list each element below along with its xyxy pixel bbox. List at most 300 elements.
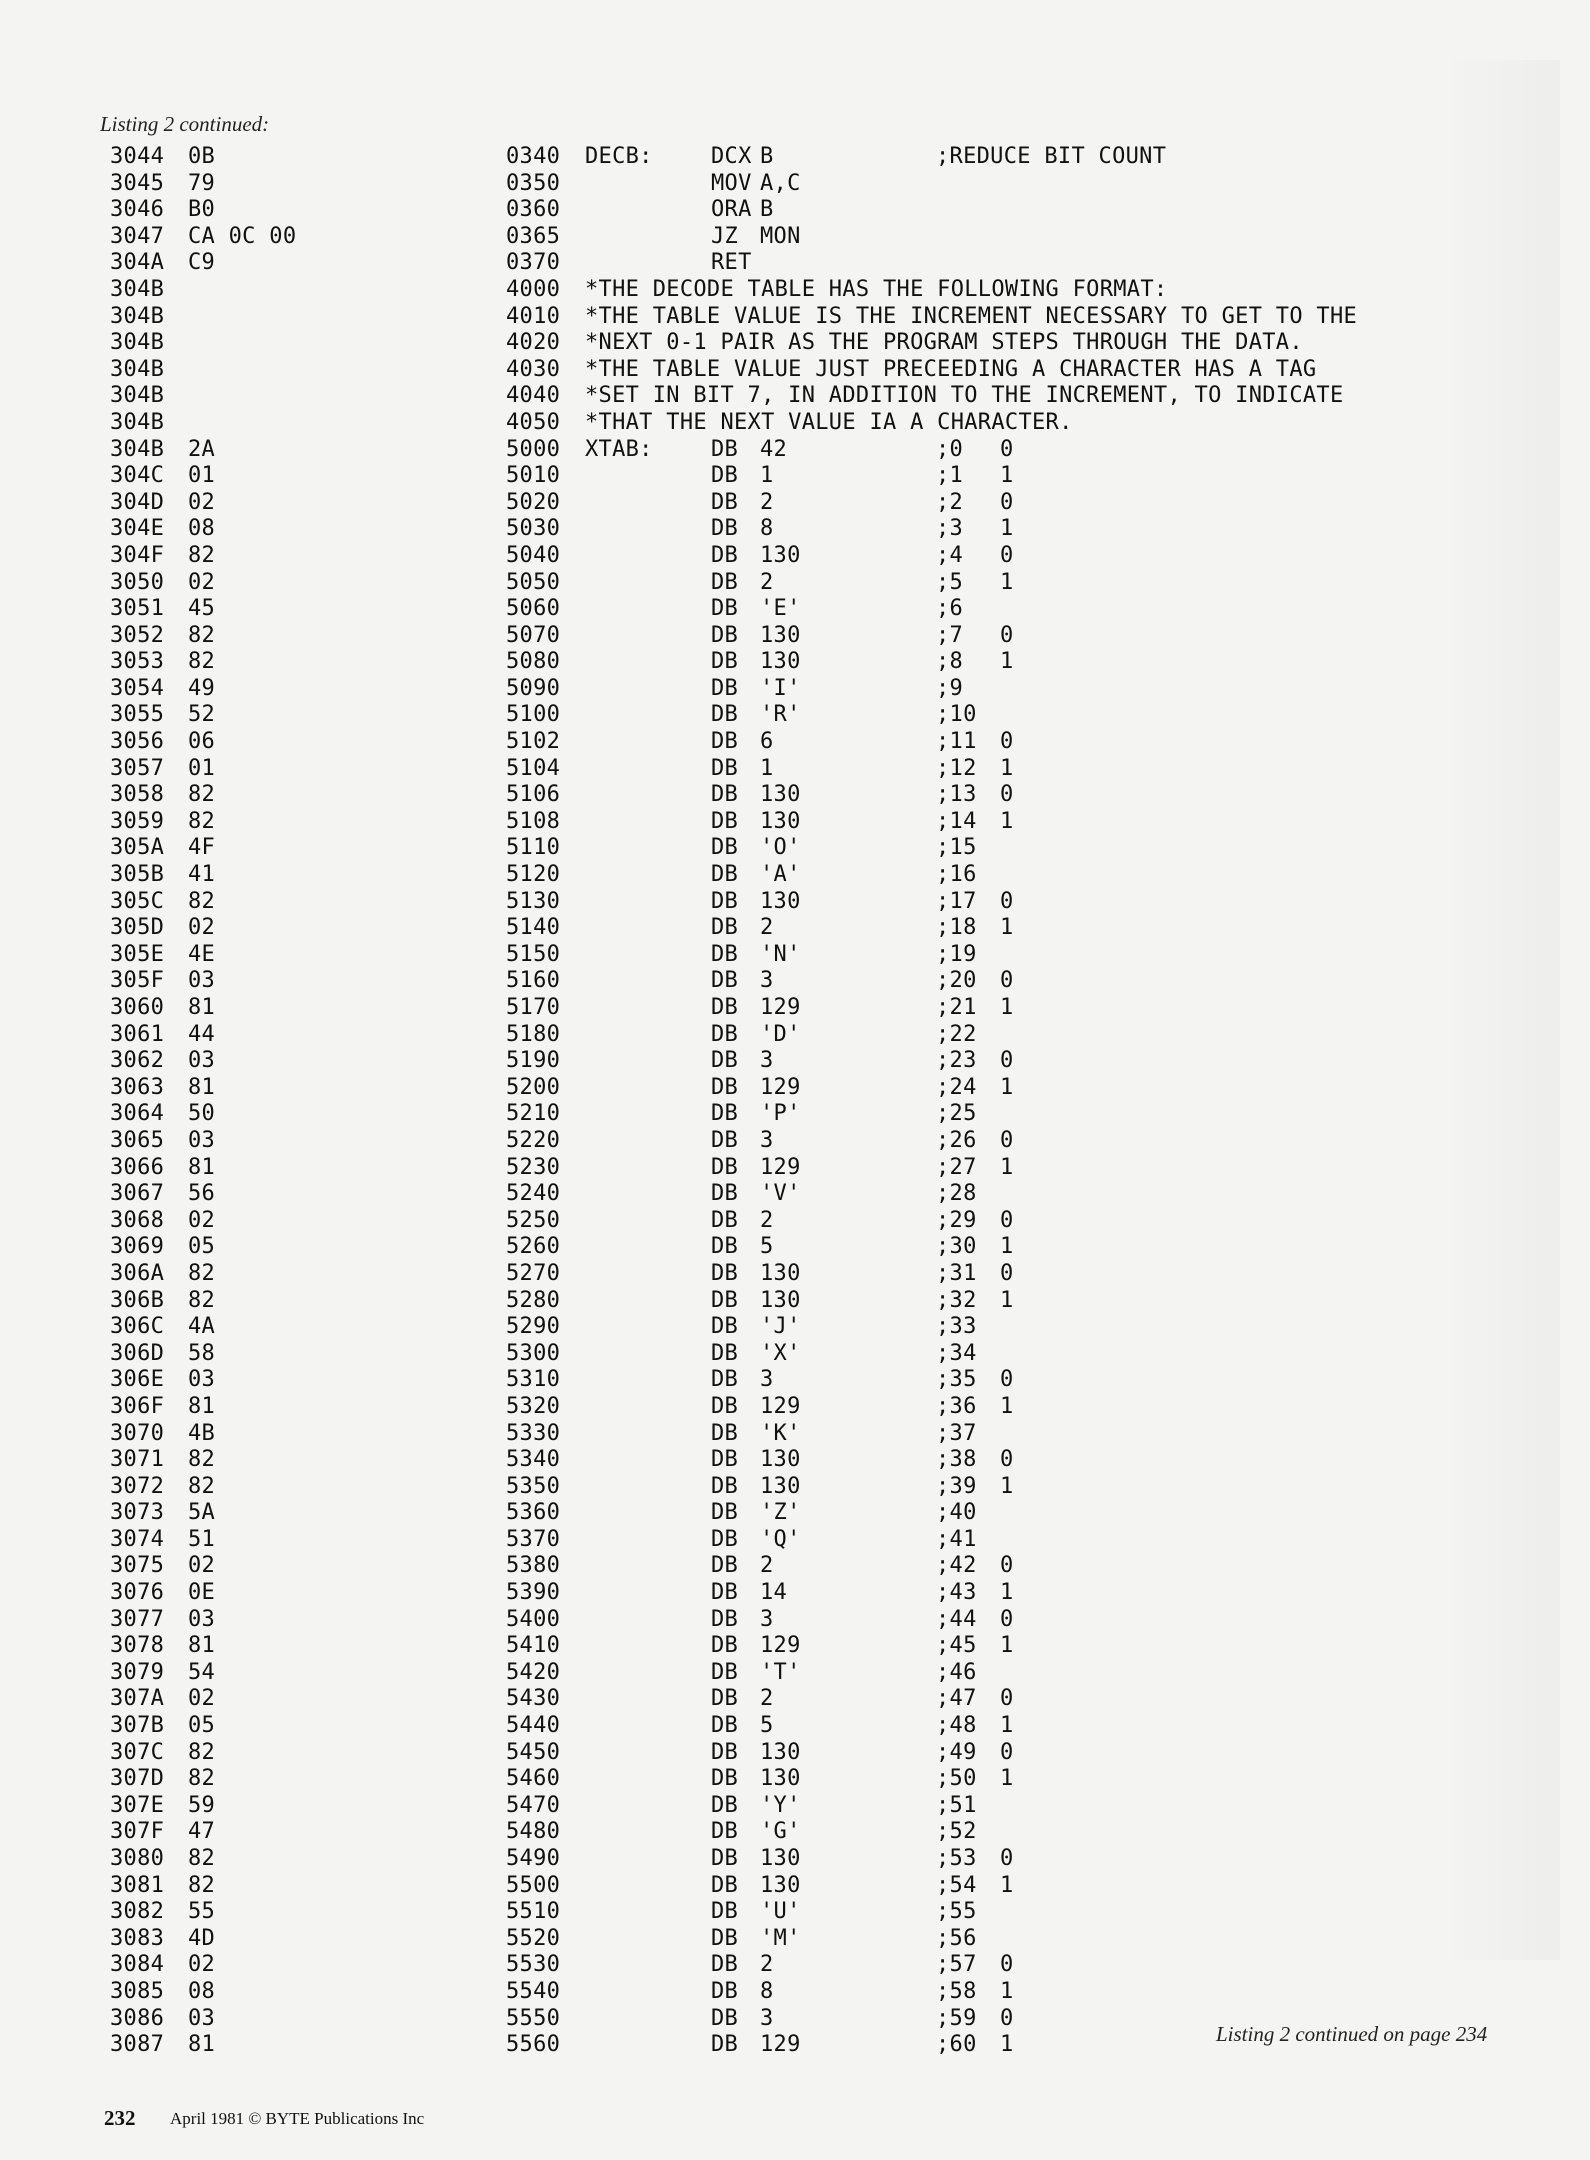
operand: 130 [760,1846,801,1871]
memory-address: 3069 [110,1234,165,1260]
listing-line [0,304,1590,331]
object-code: 81 [188,2032,216,2058]
bit-value: 0 [1000,1207,1014,1233]
opcode: DB [711,1792,739,1818]
memory-address: 3047 [110,223,165,249]
opcode: DB [711,755,739,781]
memory-address: 3084 [110,1952,165,1978]
line-number: 5270 [506,1260,561,1286]
line-number: 4010 [506,303,561,329]
object-code: 03 [188,1048,216,1074]
comment: ;3 [936,516,964,542]
comment: ;51 [936,1792,977,1818]
listing-line [0,1341,1590,1368]
object-code: B0 [188,197,216,223]
opcode: DB [711,1287,739,1313]
opcode: DB [711,968,739,994]
line-number: 5030 [506,516,561,542]
opcode: DB [711,1580,739,1606]
comment: ;41 [936,1526,977,1552]
listing-line [0,570,1590,597]
line-number: 5460 [506,1766,561,1792]
comment: ;32 [936,1287,977,1313]
comment: ;0 [936,436,964,462]
line-number: 5020 [506,489,561,515]
listing-line [0,330,1590,357]
line-number: 4050 [506,409,561,435]
operand: 'A' [760,862,801,888]
comment: ;31 [936,1260,977,1286]
object-code: 51 [188,1526,216,1552]
bit-value: 1 [1000,1872,1014,1898]
listing-line [0,1819,1590,1846]
object-code: 82 [188,1739,216,1765]
memory-address: 3054 [110,675,165,701]
object-code: 02 [188,489,216,515]
line-number: 4000 [506,276,561,302]
listing-line [0,1633,1590,1660]
bit-value: 1 [1000,1978,1014,2004]
line-number: 5450 [506,1739,561,1765]
listing-line [0,1181,1590,1208]
memory-address: 3079 [110,1659,165,1685]
object-code: 05 [188,1713,216,1739]
listing-line [0,1846,1590,1873]
line-number: 5090 [506,675,561,701]
line-number: 5370 [506,1526,561,1552]
object-code: 03 [188,1606,216,1632]
comment: ;24 [936,1074,977,1100]
memory-address: 307B [110,1713,165,1739]
listing-line [0,1314,1590,1341]
listing-line [0,623,1590,650]
comment: ;60 [936,2032,977,2058]
bit-value: 1 [1000,2032,1014,2058]
object-code: 4F [188,835,216,861]
comment: ;19 [936,941,977,967]
memory-address: 306B [110,1287,165,1313]
listing-line [0,862,1590,889]
line-number: 5350 [506,1473,561,1499]
opcode: DB [711,1340,739,1366]
memory-address: 307F [110,1819,165,1845]
operand: 2 [760,1207,774,1233]
object-code: 52 [188,702,216,728]
listing-line [0,1421,1590,1448]
comment: ;42 [936,1553,977,1579]
opcode: MOV [711,170,752,196]
opcode: DB [711,1978,739,2004]
opcode: DB [711,941,739,967]
opcode: DB [711,1713,739,1739]
operand: 130 [760,1447,801,1473]
operand: 'M' [760,1925,801,1951]
operand: 8 [760,1978,774,2004]
listing-line [0,756,1590,783]
comment: ;38 [936,1447,977,1473]
bit-value: 1 [1000,1074,1014,1100]
memory-address: 305E [110,941,165,967]
operand: 130 [760,782,801,808]
line-number: 5430 [506,1686,561,1712]
memory-address: 307D [110,1766,165,1792]
memory-address: 3077 [110,1606,165,1632]
memory-address: 3046 [110,197,165,223]
listing-line [0,942,1590,969]
memory-address: 3076 [110,1580,165,1606]
line-number: 5410 [506,1633,561,1659]
listing-line [0,224,1590,251]
bit-value: 0 [1000,1686,1014,1712]
line-number: 5390 [506,1580,561,1606]
line-number: 5190 [506,1048,561,1074]
comment: ;48 [936,1713,977,1739]
operand: 130 [760,1872,801,1898]
operand: 3 [760,1127,774,1153]
memory-address: 305A [110,835,165,861]
opcode: DB [711,569,739,595]
comment: ;43 [936,1580,977,1606]
memory-address: 3065 [110,1127,165,1153]
memory-address: 304B [110,409,165,435]
memory-address: 307E [110,1792,165,1818]
comment: ;45 [936,1633,977,1659]
object-code: 81 [188,1154,216,1180]
listing-line [0,197,1590,224]
line-number: 5300 [506,1340,561,1366]
comment: ;5 [936,569,964,595]
opcode: ORA [711,197,752,223]
line-number: 5320 [506,1393,561,1419]
operand: 1 [760,755,774,781]
object-code: 02 [188,1952,216,1978]
opcode: DB [711,622,739,648]
listing-line [0,1101,1590,1128]
operand: 'E' [760,596,801,622]
listing-line [0,1474,1590,1501]
bit-value: 1 [1000,1713,1014,1739]
object-code: 5A [188,1500,216,1526]
memory-address: 3080 [110,1846,165,1871]
operand: 14 [760,1580,788,1606]
memory-address: 304B [110,383,165,409]
opcode: DB [711,1473,739,1499]
bit-value: 0 [1000,1260,1014,1286]
bit-value: 0 [1000,2005,1014,2031]
line-number: 5130 [506,888,561,914]
object-code: 81 [188,1393,216,1419]
operand: 2 [760,915,774,941]
memory-address: 3059 [110,808,165,834]
comment: ;4 [936,542,964,568]
comment: ;25 [936,1101,977,1127]
memory-address: 3081 [110,1872,165,1898]
operand: 129 [760,1154,801,1180]
bit-value: 1 [1000,995,1014,1020]
listing-line [0,1952,1590,1979]
object-code: 0E [188,1580,216,1606]
listing-caption-top: Listing 2 continued: [100,112,270,136]
comment: ;55 [936,1899,977,1925]
listing-line [0,1926,1590,1953]
bit-value: 1 [1000,808,1014,834]
object-code: 03 [188,2005,216,2031]
memory-address: 304B [110,303,165,329]
opcode: DB [711,1952,739,1978]
comment: ;53 [936,1846,977,1871]
memory-address: 3078 [110,1633,165,1659]
memory-address: 3066 [110,1154,165,1180]
memory-address: 3083 [110,1925,165,1951]
line-number: 5560 [506,2032,561,2058]
opcode: DB [711,436,739,462]
operand: 3 [760,1367,774,1393]
object-code: 82 [188,1473,216,1499]
listing-line [0,383,1590,410]
line-number: 5108 [506,808,561,834]
bit-value: 0 [1000,1739,1014,1765]
comment: ;12 [936,755,977,781]
line-number: 5080 [506,649,561,675]
memory-address: 305C [110,888,165,914]
object-code: 41 [188,862,216,888]
opcode: DB [711,1846,739,1871]
object-code: 47 [188,1819,216,1845]
opcode: DB [711,995,739,1020]
listing-line [0,1075,1590,1102]
object-code: 08 [188,516,216,542]
opcode: DB [711,1606,739,1632]
line-number: 5380 [506,1553,561,1579]
line-number: 5310 [506,1367,561,1393]
bit-value: 1 [1000,516,1014,542]
line-number: 5040 [506,542,561,568]
operand: 2 [760,569,774,595]
comment: ;17 [936,888,977,914]
opcode: DB [711,1074,739,1100]
listing-line [0,357,1590,384]
memory-address: 307C [110,1739,165,1765]
opcode: DB [711,915,739,941]
memory-address: 306E [110,1367,165,1393]
opcode: DB [711,862,739,888]
line-number: 5360 [506,1500,561,1526]
line-number: 5050 [506,569,561,595]
bit-value: 0 [1000,436,1014,462]
line-number: 5280 [506,1287,561,1313]
comment: ;36 [936,1393,977,1419]
listing-line [0,1022,1590,1049]
operand: 3 [760,1048,774,1074]
line-number: 5330 [506,1420,561,1446]
opcode: DB [711,649,739,675]
bit-value: 1 [1000,1766,1014,1792]
comment: ;20 [936,968,977,994]
opcode: DB [711,1872,739,1898]
operand: B [760,197,774,223]
comment-line: *THE DECODE TABLE HAS THE FOLLOWING FORMAT: [585,276,1168,302]
operand: 129 [760,1393,801,1419]
comment-line: *NEXT 0-1 PAIR AS THE PROGRAM STEPS THROUGH THE DATA. [585,330,1303,356]
object-code: 82 [188,622,216,648]
opcode: DB [711,782,739,808]
listing-line [0,463,1590,490]
opcode: DCX [711,144,752,169]
memory-address: 3045 [110,170,165,196]
comment: ;27 [936,1154,977,1180]
comment: ;44 [936,1606,977,1632]
object-code: 59 [188,1792,216,1818]
memory-address: 3055 [110,702,165,728]
memory-address: 307A [110,1686,165,1712]
opcode: DB [711,1500,739,1526]
comment: ;56 [936,1925,977,1951]
comment: ;15 [936,835,977,861]
operand: 'O' [760,835,801,861]
operand: 'Y' [760,1792,801,1818]
listing-line [0,649,1590,676]
operand: A,C [760,170,801,196]
bit-value: 1 [1000,1393,1014,1419]
bit-value: 0 [1000,968,1014,994]
comment: ;16 [936,862,977,888]
memory-address: 3072 [110,1473,165,1499]
line-number: 5210 [506,1101,561,1127]
comment: ;30 [936,1234,977,1260]
line-number: 5060 [506,596,561,622]
comment: ;14 [936,808,977,834]
object-code: 81 [188,1633,216,1659]
opcode: DB [711,1819,739,1845]
operand: 130 [760,622,801,648]
memory-address: 305B [110,862,165,888]
operand: 2 [760,489,774,515]
memory-address: 3052 [110,622,165,648]
operand: 3 [760,1606,774,1632]
listing-line [0,1261,1590,1288]
listing-line [0,1527,1590,1554]
line-number: 5106 [506,782,561,808]
bit-value: 0 [1000,489,1014,515]
operand: 130 [760,542,801,568]
line-number: 5180 [506,1021,561,1047]
opcode: DB [711,1447,739,1473]
line-number: 5520 [506,1925,561,1951]
listing-line [0,1766,1590,1793]
line-number: 5470 [506,1792,561,1818]
operand: 5 [760,1713,774,1739]
memory-address: 3087 [110,2032,165,2058]
memory-address: 3082 [110,1899,165,1925]
comment: ;54 [936,1872,977,1898]
opcode: DB [711,542,739,568]
line-number: 5250 [506,1207,561,1233]
listing-caption-bottom: Listing 2 continued on page 234 [1216,2022,1488,2046]
object-code: 02 [188,569,216,595]
line-number: 0350 [506,170,561,196]
object-code: 02 [188,1553,216,1579]
listing-line [0,968,1590,995]
memory-address: 3063 [110,1074,165,1100]
line-number: 5160 [506,968,561,994]
opcode: DB [711,888,739,914]
memory-address: 304E [110,516,165,542]
object-code: 02 [188,1686,216,1712]
opcode: DB [711,2032,739,2058]
bit-value: 0 [1000,1048,1014,1074]
opcode: DB [711,1367,739,1393]
listing-line [0,702,1590,729]
operand: 3 [760,968,774,994]
bit-value: 0 [1000,1846,1014,1871]
comment: ;26 [936,1127,977,1153]
opcode: DB [711,516,739,542]
comment: ;28 [936,1181,977,1207]
opcode: DB [711,1659,739,1685]
memory-address: 3061 [110,1021,165,1047]
opcode: DB [711,675,739,701]
memory-address: 304B [110,356,165,382]
line-number: 4040 [506,383,561,409]
operand: 130 [760,1260,801,1286]
opcode: DB [711,463,739,489]
opcode: DB [711,489,739,515]
object-code: 54 [188,1659,216,1685]
comment: ;22 [936,1021,977,1047]
line-number: 0370 [506,250,561,276]
listing-line [0,1686,1590,1713]
line-number: 5400 [506,1606,561,1632]
listing-line [0,1713,1590,1740]
listing-line [0,676,1590,703]
listing-line [0,1155,1590,1182]
object-code: 79 [188,170,216,196]
opcode: DB [711,1393,739,1419]
object-code: 45 [188,596,216,622]
line-number: 5010 [506,463,561,489]
bit-value: 0 [1000,729,1014,755]
object-code: 01 [188,463,216,489]
comment: ;21 [936,995,977,1020]
object-code: 01 [188,755,216,781]
object-code: 82 [188,649,216,675]
opcode: DB [711,596,739,622]
listing-line [0,1580,1590,1607]
operand: 'G' [760,1819,801,1845]
object-code: 03 [188,1367,216,1393]
object-code: 82 [188,888,216,914]
operand: 'K' [760,1420,801,1446]
object-code: 82 [188,542,216,568]
comment: ;50 [936,1766,977,1792]
label: XTAB: [585,436,653,462]
object-code: 82 [188,1846,216,1871]
bit-value: 0 [1000,542,1014,568]
memory-address: 306A [110,1260,165,1286]
memory-address: 3064 [110,1101,165,1127]
opcode: JZ [711,223,739,249]
object-code: 82 [188,1447,216,1473]
object-code: 58 [188,1340,216,1366]
memory-address: 3073 [110,1500,165,1526]
bit-value: 1 [1000,1234,1014,1260]
opcode: DB [711,1633,739,1659]
opcode: DB [711,1234,739,1260]
listing-line [0,915,1590,942]
line-number: 5260 [506,1234,561,1260]
bit-value: 1 [1000,463,1014,489]
opcode: DB [711,1127,739,1153]
